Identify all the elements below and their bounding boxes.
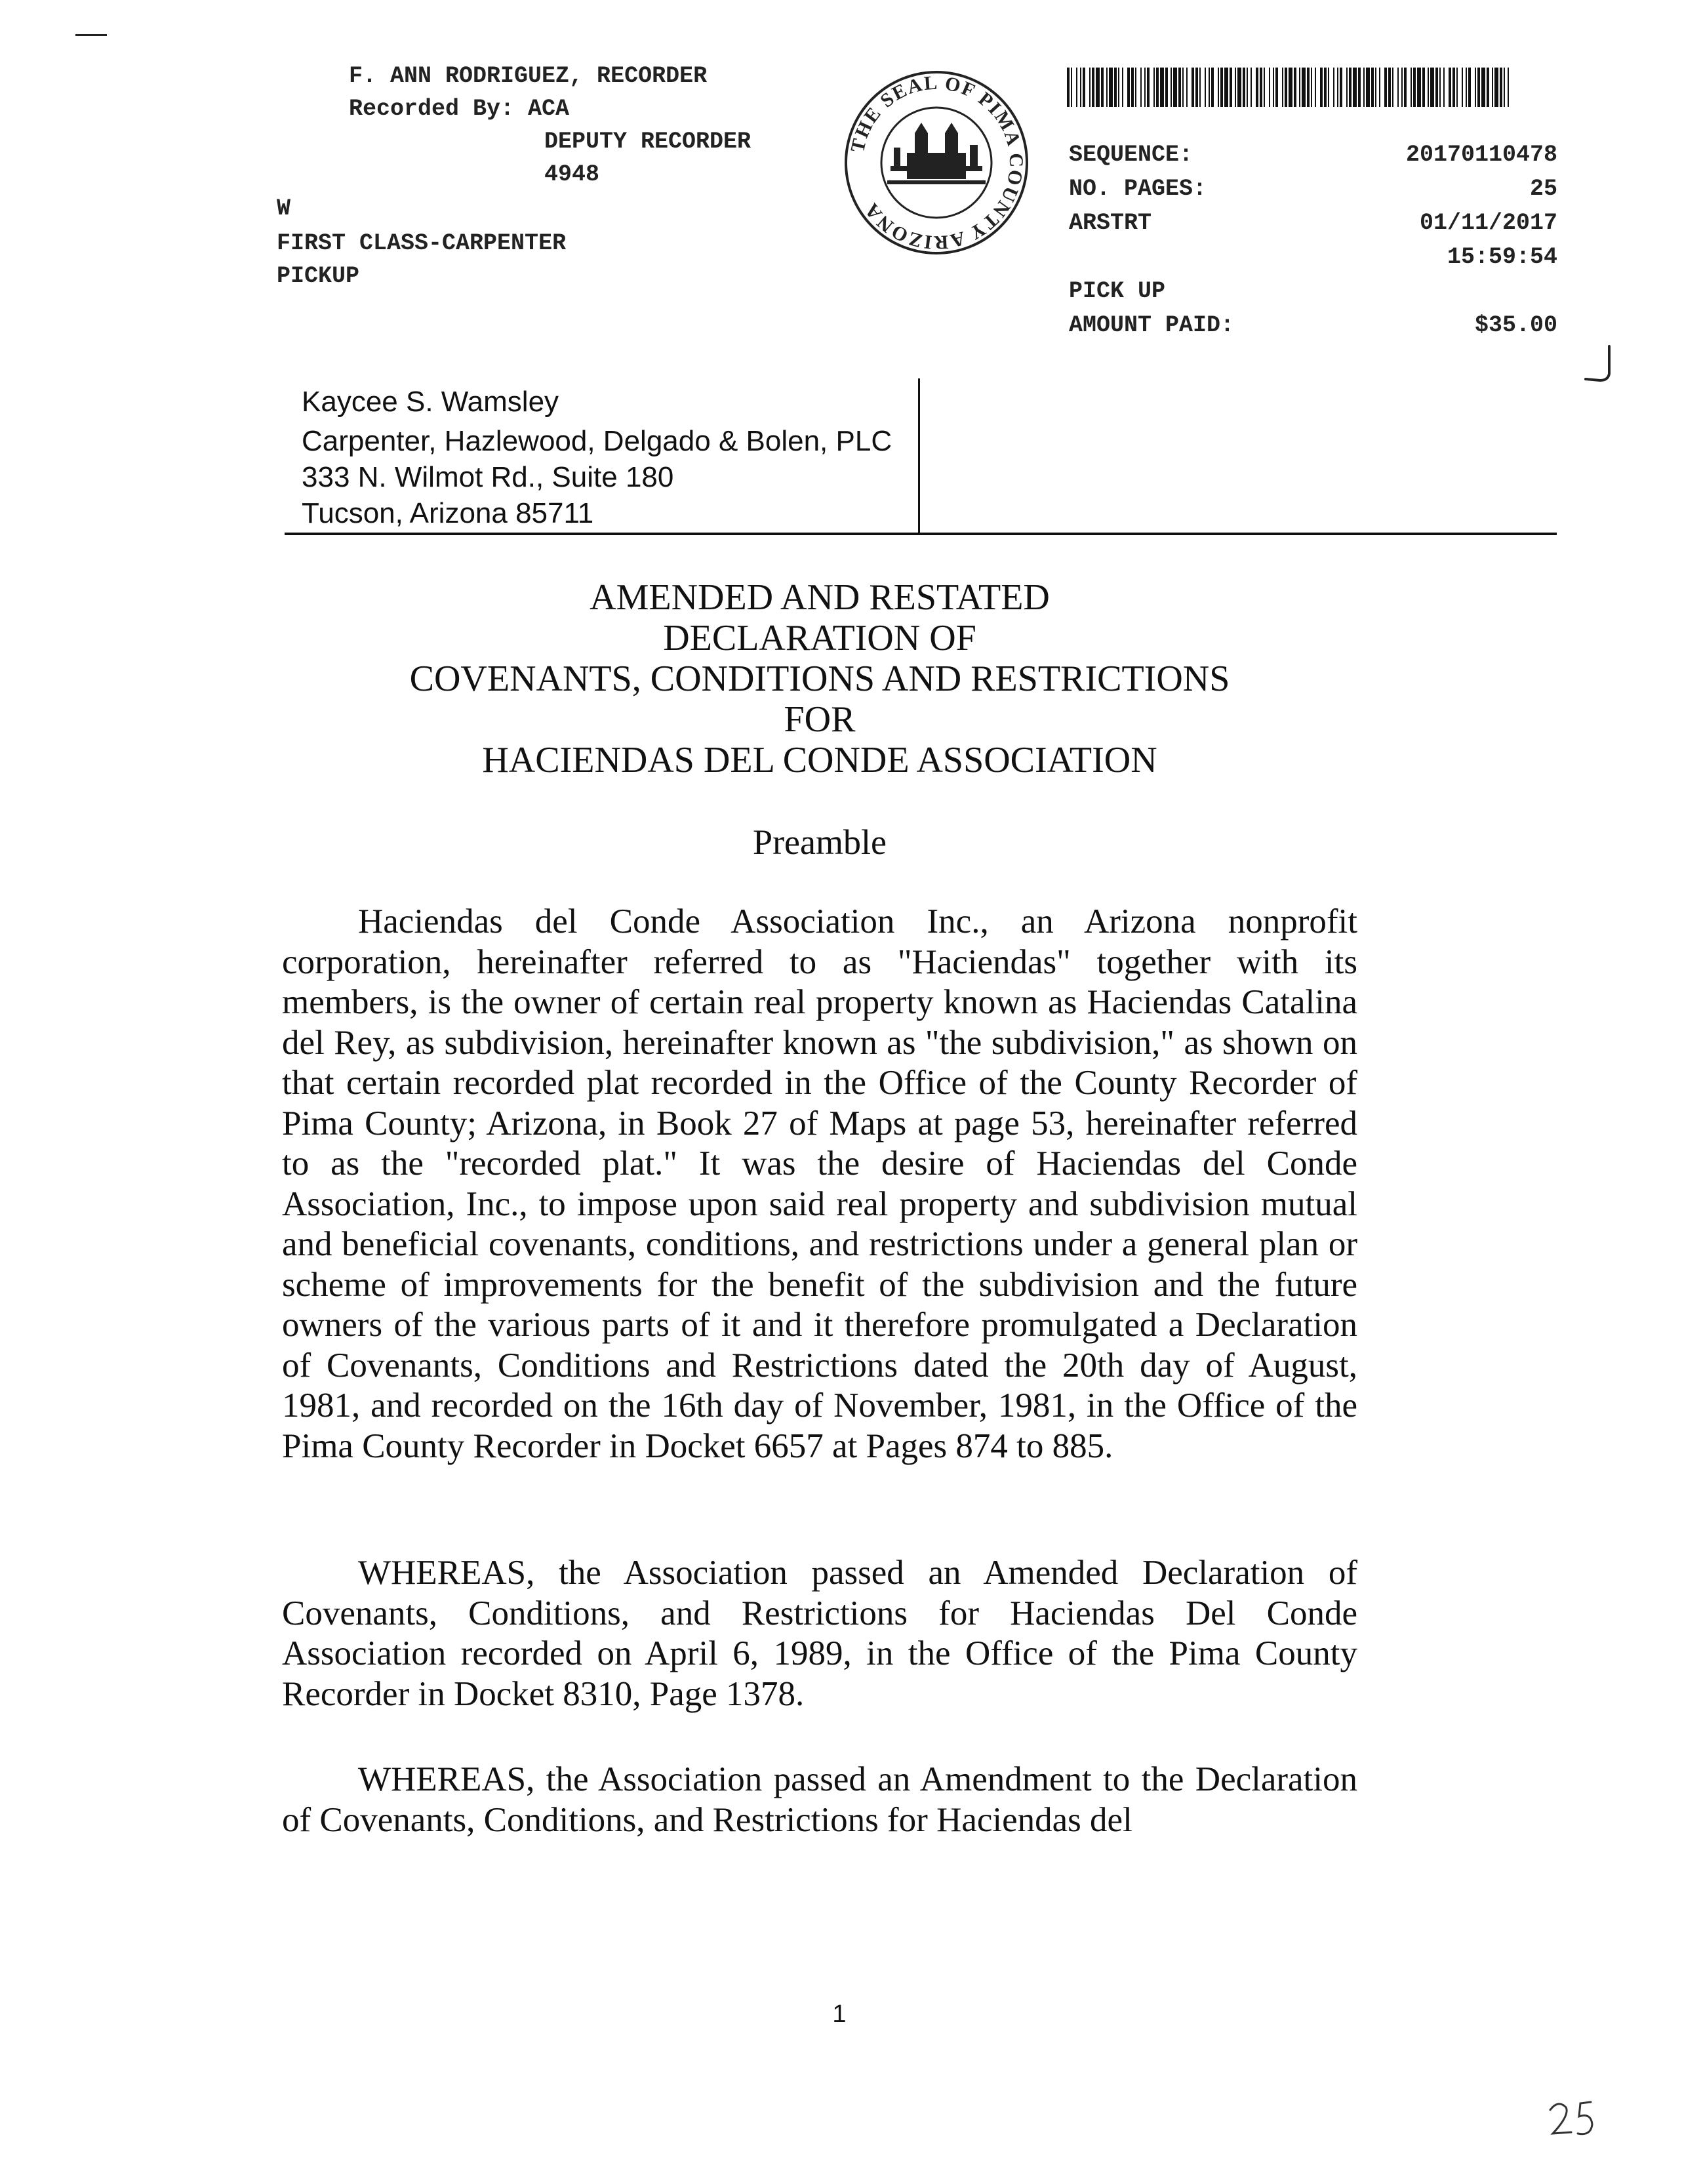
barcode-bar <box>1209 68 1210 107</box>
barcode-bar <box>1384 68 1387 107</box>
barcode-bar <box>1275 68 1278 107</box>
barcode-bar <box>1247 68 1248 107</box>
barcode-bar <box>1449 68 1451 107</box>
barcode-bar <box>1452 68 1455 107</box>
code-w: W <box>277 195 291 222</box>
barcode-bar <box>1195 68 1198 107</box>
barcode-bar <box>1413 68 1416 107</box>
barcode-bar <box>1067 68 1070 107</box>
recording-time: 15:59:54 <box>1447 244 1557 270</box>
title-line-4: FOR <box>784 699 856 740</box>
barcode-bar <box>1160 68 1164 107</box>
pages-label: NO. PAGES: <box>1069 176 1207 202</box>
barcode-bar <box>1324 68 1327 107</box>
barcode-bar <box>1401 68 1403 107</box>
barcode-bar <box>1481 68 1485 107</box>
paragraph-3: WHEREAS, the Association passed an Amendment to the Declaration of Covenants, Conditions, and Restrictions for Haciendas del <box>282 1760 1357 1839</box>
barcode-bar <box>1358 68 1361 107</box>
barcode-bar <box>1466 68 1467 107</box>
barcode-bar <box>1397 68 1399 107</box>
barcode-bar <box>1307 68 1310 107</box>
barcode-bar <box>1504 68 1505 107</box>
barcode-bar <box>1353 68 1357 107</box>
barcode-bar <box>1333 68 1334 107</box>
barcode-bar <box>1109 68 1113 107</box>
barcode-bar <box>1230 68 1232 107</box>
barcode-bar <box>1220 68 1223 107</box>
return-address-firm: Carpenter, Hazlewood, Delgado & Bolen, PLC <box>302 425 892 457</box>
seal-building-icon <box>887 123 986 184</box>
barcode-bar <box>1106 68 1108 107</box>
barcode-bar <box>1071 68 1072 107</box>
barcode-bar <box>1282 68 1283 107</box>
barcode-bar <box>1122 68 1123 107</box>
barcode-bar <box>1371 68 1374 107</box>
barcode-bar <box>1131 68 1134 107</box>
barcode-bar <box>1435 68 1438 107</box>
barcode-bar <box>1127 68 1130 107</box>
barcode-bar <box>1147 68 1150 107</box>
handwritten-page-mark <box>1545 2095 1604 2148</box>
barcode-bar <box>1264 68 1265 107</box>
document-type: ARSTRT <box>1069 210 1152 236</box>
sequence-label: SEQUENCE: <box>1069 142 1193 168</box>
barcode-bar <box>1340 68 1342 107</box>
barcode-bar <box>1224 68 1228 107</box>
barcode-bar <box>1076 68 1077 107</box>
barcode-bar <box>1299 68 1300 107</box>
barcode-bar <box>1430 68 1434 107</box>
barcode-bar <box>1089 68 1091 107</box>
barcode-bar <box>1494 68 1498 107</box>
barcode-bar <box>1135 68 1136 107</box>
title-line-1: AMENDED AND RESTATED <box>590 577 1050 618</box>
barcode-bar <box>1337 68 1338 107</box>
barcode-bar <box>1156 68 1159 107</box>
barcode-bar <box>1500 68 1502 107</box>
barcode-bar <box>1096 68 1100 107</box>
barcode-bar <box>1269 68 1270 107</box>
sequence-value: 20170110478 <box>1405 142 1557 168</box>
barcode-bar <box>1294 68 1296 107</box>
barcode-bar <box>1302 68 1306 107</box>
barcode-bar <box>1289 68 1292 107</box>
barcode-bar <box>1443 68 1445 107</box>
barcode <box>1067 68 1513 107</box>
barcode-bar <box>1173 68 1177 107</box>
pickup-label: PICKUP <box>277 263 360 289</box>
barcode-bar <box>1320 68 1323 107</box>
barcode-bar <box>1218 68 1219 107</box>
document-title <box>197 577 1443 780</box>
recorded-by-line: Recorded By: ACA <box>349 96 570 122</box>
pick-up-label: PICK UP <box>1069 278 1166 304</box>
barcode-bar <box>1392 68 1393 107</box>
barcode-bar <box>1311 68 1312 107</box>
barcode-bar <box>1140 68 1142 107</box>
barcode-bar <box>1417 68 1421 107</box>
barcode-bar <box>1404 68 1407 107</box>
pages-value: 25 <box>1529 176 1557 202</box>
recording-date: 01/11/2017 <box>1419 210 1557 236</box>
title-line-3: COVENANTS, CONDITIONS AND RESTRICTIONS <box>409 658 1230 699</box>
deputy-recorder-line: DEPUTY RECORDER <box>544 129 751 155</box>
barcode-bar <box>1182 68 1184 107</box>
barcode-bar <box>1363 68 1365 107</box>
return-address-name: Kaycee S. Wamsley <box>302 386 559 418</box>
barcode-bar <box>1439 68 1441 107</box>
barcode-bar <box>1083 68 1085 107</box>
barcode-bar <box>1375 68 1376 107</box>
barcode-bar <box>1211 68 1214 107</box>
barcode-bar <box>1153 68 1155 107</box>
barcode-bar <box>1114 68 1117 107</box>
barcode-bar <box>1243 68 1245 107</box>
mail-class: FIRST CLASS-CARPENTER <box>277 230 567 256</box>
barcode-bar <box>1256 68 1258 107</box>
county-seal <box>841 68 1031 258</box>
recorder-line: F. ANN RODRIGUEZ, RECORDER <box>349 63 708 89</box>
barcode-bar <box>1191 68 1194 107</box>
barcode-bar <box>1144 68 1146 107</box>
barcode-bar <box>1428 68 1429 107</box>
barcode-bar <box>1080 68 1081 107</box>
barcode-bar <box>1178 68 1181 107</box>
barcode-bar <box>1477 68 1480 107</box>
barcode-bar <box>1349 68 1352 107</box>
paragraph-2: WHEREAS, the Association passed an Amended Declaration of Covenants, Conditions, and Restrictions for Haciendas Del Conde Association recorded on April 6, 1989, in the Office of the Pima County Recorder in Docket 8310, Page 1378. <box>282 1554 1357 1713</box>
return-address-city: Tucson, Arizona 85711 <box>302 497 594 529</box>
barcode-bar <box>1422 68 1425 107</box>
top-dash-mark <box>75 34 107 36</box>
barcode-bar <box>1346 68 1348 107</box>
barcode-bar <box>1205 68 1206 107</box>
barcode-bar <box>1462 68 1463 107</box>
amount-paid-label: AMOUNT PAID: <box>1069 312 1235 338</box>
barcode-bar <box>1199 68 1201 107</box>
seal-ring-text: THE SEAL OF PIMA COUNTY ARIZONA <box>846 71 1028 254</box>
address-box-divider <box>918 378 920 535</box>
barcode-bar <box>1328 68 1329 107</box>
barcode-bar <box>1456 68 1458 107</box>
amount-paid-value: $35.00 <box>1474 312 1557 338</box>
barcode-bar <box>1101 68 1104 107</box>
page-number: 1 <box>832 2000 847 2028</box>
barcode-bar <box>1366 68 1370 107</box>
barcode-bar <box>1186 68 1188 107</box>
barcode-bar <box>1315 68 1316 107</box>
barcode-bar <box>1285 68 1287 107</box>
barcode-bar <box>1092 68 1094 107</box>
barcode-bar <box>1251 68 1252 107</box>
deputy-number: 4948 <box>544 161 600 188</box>
return-address-street: 333 N. Wilmot Rd., Suite 180 <box>302 461 674 493</box>
barcode-bar <box>1508 68 1509 107</box>
title-line-5: HACIENDAS DEL CONDE ASSOCIATION <box>482 740 1157 780</box>
barcode-bar <box>1388 68 1391 107</box>
barcode-bar <box>1237 68 1241 107</box>
barcode-bar <box>1487 68 1489 107</box>
barcode-bar <box>1165 68 1168 107</box>
corner-check-mark <box>1580 341 1620 387</box>
title-line-2: DECLARATION OF <box>663 618 976 658</box>
paragraph-1: Haciendas del Conde Association Inc., an Arizona nonprofit corporation, hereinafter referred to as "Haciendas" together with its members, is the owner of certain real property known as Haciendas Catalina del Rey, as subdivision, hereinafter known as "the subdivision," as shown on that certain recorded plat recorded in the Office of the County Recorder of Pima County; Arizona, in Book 27 of Maps at page 53, hereinafter referred to as the "recorded plat." It was the desire of Haciendas del Conde Association, Inc., to impose upon said real property and subdivision mutual and beneficial covenants, conditions, and restrictions under a general plan or scheme of improvements for the benefit of the subdivision and the future owners of the various parts of it and it therefore promulgated a Declaration of Covenants, Conditions and Restrictions dated the 20th day of August, 1981, and recorded on the 16th day of November, 1981, in the Office of the Pima County Recorder in Docket 6657 at Pages 874 to 885. <box>282 902 1357 1465</box>
barcode-bar <box>1379 68 1380 107</box>
barcode-bar <box>1475 68 1476 107</box>
address-box-rule <box>285 533 1557 535</box>
barcode-bar <box>1235 68 1236 107</box>
barcode-bar <box>1492 68 1493 107</box>
preamble-heading: Preamble <box>753 822 887 862</box>
barcode-bar <box>1118 68 1119 107</box>
barcode-bar <box>1171 68 1172 107</box>
barcode-bar <box>1260 68 1262 107</box>
barcode-bar <box>1411 68 1412 107</box>
barcode-bar <box>1273 68 1274 107</box>
barcode-bar <box>1468 68 1471 107</box>
